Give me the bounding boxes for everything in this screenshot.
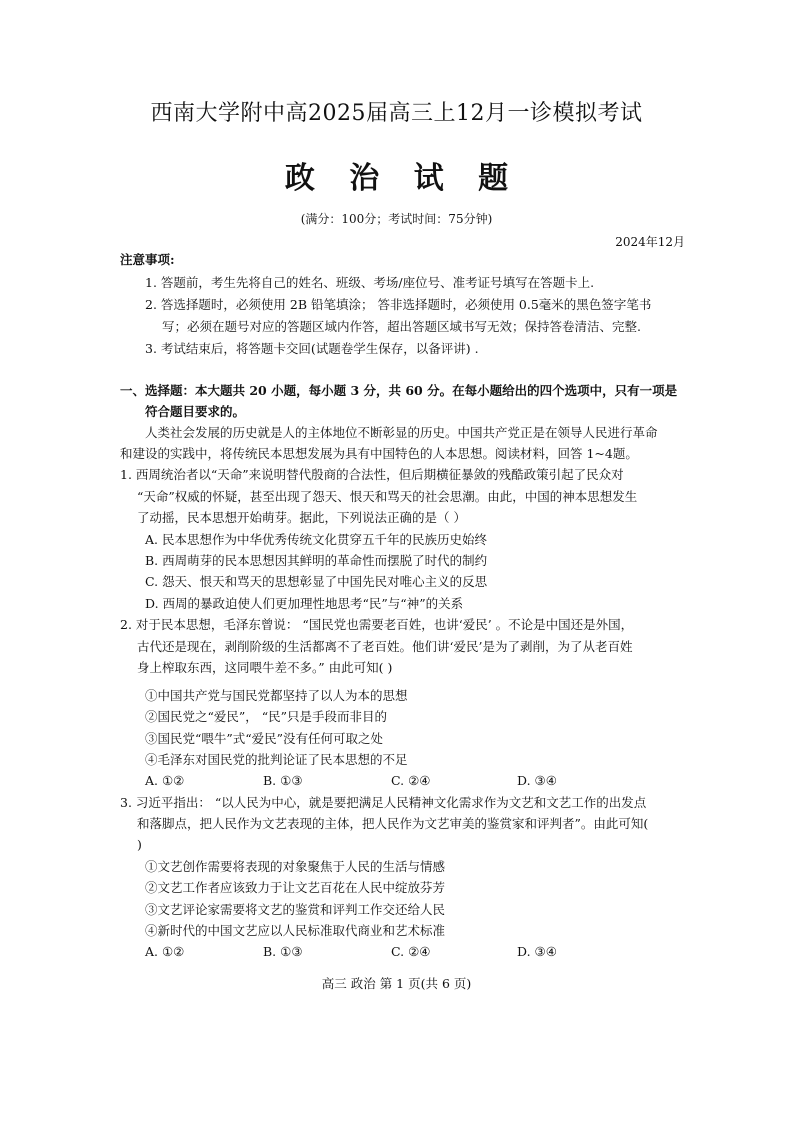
notice-item-2-cont: 写；必须在题号对应的答题区域内作答，超出答题区域书写无效；保持答卷清洁、完整. (162, 319, 641, 334)
q1-stem-line-2: “天命”权威的怀疑，甚至出现了怨天、恨天和骂天的社会思潮。由此，中国的神本思想发生 (137, 489, 638, 504)
q1-option-c: C. 怨天、恨天和骂天的思想彰显了中国先民对唯心主义的反思 (145, 574, 488, 589)
q1-option-a: A. 民本思想作为中华优秀传统文化贯穿五千年的民族历史始终 (145, 532, 487, 547)
q3-choice-d: D. ③④ (517, 944, 557, 959)
q3-choice-c: C. ②④ (391, 944, 431, 959)
q3-statement-4: ④新时代的中国文艺应以人民标准取代商业和艺术标准 (145, 923, 446, 938)
q1-stem-line-3: 了动摇，民本思想开始萌芽。据此，下列说法正确的是（ ） (137, 510, 466, 525)
exam-info: (满分：100分；考试时间：75分钟) (300, 212, 493, 226)
q2-stem-line-1: 2. 对于民本思想，毛泽东曾说： “国民党也需要老百姓，也讲‘爱民’ 。不论是中国还是外国， (120, 617, 634, 632)
q2-statement-4: ④毛泽东对国民党的批判论证了民本思想的不足 (145, 752, 408, 767)
q2-choice-a: A. ①② (145, 773, 185, 788)
q1-option-b: B. 西周萌芽的民本思想因其鲜明的革命性而摆脱了时代的制约 (145, 553, 488, 568)
q3-stem-line-2: 和落脚点，把人民作为文艺表现的主体，把人民作为文艺审美的鉴赏家和评判者”。由此可知( (137, 816, 649, 831)
q3-statement-2: ②文艺工作者应该致力于让文艺百花在人民中绽放芬芳 (145, 880, 446, 895)
q1-option-d: D. 西周的暴政迫使人们更加理性地思考“民”与“神”的关系 (145, 596, 464, 611)
school-exam-title: 西南大学附中高2025届高三上12月一诊模拟考试 (150, 101, 643, 126)
q2-statement-2: ②国民党之“爱民”， “民”只是手段而非目的 (145, 709, 388, 724)
material-text-cont: 和建设的实践中，将传统民本思想发展为具有中国特色的人本思想。阅读材料，回答 1~4题。 (120, 446, 638, 461)
q2-choices (145, 770, 595, 792)
q3-stem-line-3: ) (137, 837, 142, 852)
notice-item-2: 2. 答选择题时，必须使用 2B 铅笔填涂； 答非选择题时，必须使用 0.5毫米的黑色签字笔书 (145, 297, 652, 312)
q2-choice-b: B. ①③ (263, 773, 303, 788)
q2-choice-c: C. ②④ (391, 773, 431, 788)
q3-choices (145, 941, 595, 963)
q3-choice-a: A. ①② (145, 944, 185, 959)
q2-stem-line-3: 身上榨取东西，这同喂牛差不多。” 由此可知( ) (137, 660, 393, 675)
exam-date: 2024年12月 (615, 235, 685, 249)
material-text: 人类社会发展的历史就是人的主体地位不断彰显的历史。中国共产党正是在领导人民进行革命 (145, 425, 658, 440)
q1-stem-line-1: 1. 西周统治者以“天命”来说明替代殷商的合法性，但后期横征暴敛的残酷政策引起了民众对 (120, 467, 624, 482)
q3-stem-line-1: 3. 习近平指出： “以人民为中心，就是要把满足人民精神文化需求作为文艺和文艺工作的出发点 (120, 795, 647, 810)
page-footer: 高三 政治 第 1 页(共 6 页) (321, 976, 472, 991)
q3-statement-3: ③文艺评论家需要将文艺的鉴赏和评判工作交还给人民 (145, 902, 446, 917)
q2-choice-d: D. ③④ (517, 773, 557, 788)
subject-title: 政 治 试 题 (284, 161, 521, 196)
q3-choice-b: B. ①③ (263, 944, 303, 959)
section-heading-cont: 符合题目要求的。 (145, 404, 246, 419)
notice-heading: 注意事项: (120, 252, 175, 267)
notice-item-3: 3. 考试结束后，将答题卡交回(试题卷学生保存，以备评讲) . (145, 341, 479, 356)
section-heading: 一、选择题：本大题共 20 小题，每小题 3 分，共 60 分。在每小题给出的四个选项中，只有一项是 (120, 383, 678, 398)
q3-statement-1: ①文艺创作需要将表现的对象聚焦于人民的生活与情感 (145, 859, 446, 874)
notice-item-1: 1. 答题前，考生先将自己的姓名、班级、考场/座位号、准考证号填写在答题卡上. (145, 275, 595, 290)
q2-statement-1: ①中国共产党与国民党都坚持了以人为本的思想 (145, 688, 408, 703)
q2-stem-line-2: 古代还是现在，剥削阶级的生活都离不了老百姓。他们讲‘爱民’是为了剥削，为了从老百姓 (137, 639, 633, 654)
q2-statement-3: ③国民党“喂牛”式“爱民”没有任何可取之处 (145, 731, 384, 746)
